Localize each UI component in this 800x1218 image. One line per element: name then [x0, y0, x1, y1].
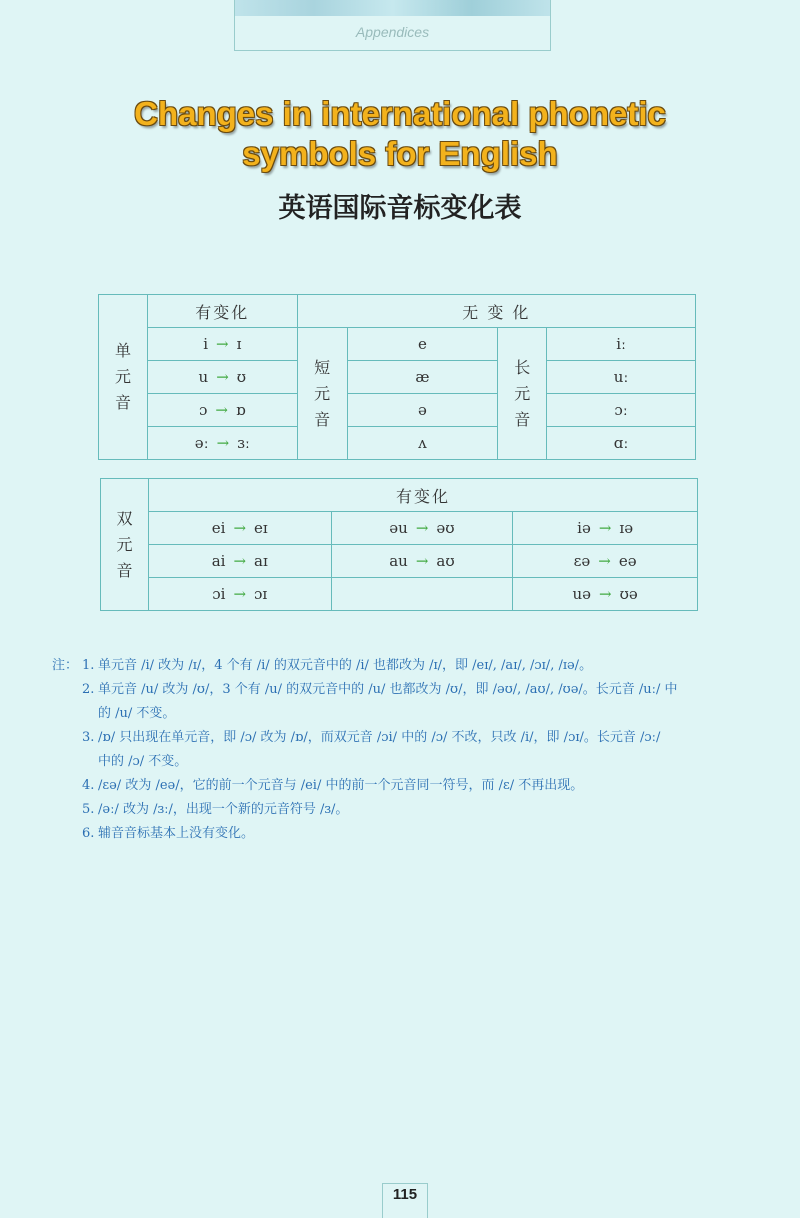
changed-cell: ɔ → ɒ — [147, 394, 297, 427]
notes — [52, 654, 772, 846]
header-wave-image — [235, 0, 550, 16]
note-item: 4. /ɛə/ 改为 /eə/，它的前一个元音与 /ei/ 中的前一个元音同一符号，而 /ɛ/ 不再出现。 — [82, 778, 584, 793]
page-title-english — [0, 94, 800, 174]
page-title-chinese: 英语国际音标变化表 — [278, 193, 522, 224]
long-vowel-cell: iː — [547, 328, 696, 361]
short-vowel-cell: æ — [347, 361, 498, 394]
note-continuation: 中的 /ɔ/ 不变。 — [98, 754, 188, 769]
diphthong-cell: ai → aɪ — [148, 545, 331, 578]
header-strip — [234, 0, 551, 51]
long-vowel-cell: uː — [547, 361, 696, 394]
diphthong-side-label: 双 元 音 — [101, 479, 149, 611]
diphthong-cell: au → aʊ — [331, 545, 513, 578]
note-continuation: 的 /u/ 不变。 — [98, 706, 176, 721]
changed-cell: u → ʊ — [147, 361, 297, 394]
section-label: Appendices — [355, 24, 430, 40]
diphthong-cell: iə → ɪə — [513, 512, 698, 545]
long-vowel-label: 长 元 音 — [498, 328, 547, 460]
diphthong-header: 有变化 — [148, 479, 697, 512]
note-item: 5. /əː/ 改为 /ɜː/，出现一个新的元音符号 /ɜ/。 — [82, 802, 349, 817]
changed-cell: i → ɪ — [147, 328, 297, 361]
note-item: 注： 1. 单元音 /i/ 改为 /ɪ/，4 个有 /i/ 的双元音中的 /i/ 也都改为 /ɪ/，即 /eɪ/, /aɪ/, /ɔɪ/, /ɪə/。 — [52, 654, 772, 678]
note-item: 6. 辅音音标基本上没有变化。 — [82, 826, 255, 841]
diphthong-cell: uə → ʊə — [513, 578, 698, 611]
note-item: 2. 单元音 /u/ 改为 /ʊ/，3 个有 /u/ 的双元音中的 /u/ 也都改为 /ʊ/，即 /əʊ/, /aʊ/, /ʊə/。长元音 /uː/ 中 — [82, 682, 678, 697]
short-vowel-label: 短 元 音 — [297, 328, 347, 460]
notes-lead: 注： — [52, 658, 79, 673]
diphthong-cell: əu → əʊ — [331, 512, 513, 545]
diphthong-cell: ei → eɪ — [148, 512, 331, 545]
page-number: 115 — [382, 1183, 428, 1218]
monophthong-table — [98, 294, 696, 460]
short-vowel-cell: e — [347, 328, 498, 361]
changed-header: 有变化 — [147, 295, 297, 328]
long-vowel-cell: ɔː — [547, 394, 696, 427]
short-vowel-cell: ə — [347, 394, 498, 427]
title-line-2: symbols for English — [242, 135, 558, 172]
title-line-1: Changes in international phonetic — [134, 95, 666, 132]
diphthong-cell: ɛə → eə — [513, 545, 698, 578]
changed-cell: əː → ɜː — [147, 427, 297, 460]
diphthong-empty-cell — [331, 578, 513, 611]
diphthong-cell: ɔi → ɔɪ — [148, 578, 331, 611]
unchanged-header: 无 变 化 — [297, 295, 695, 328]
short-vowel-cell: ʌ — [347, 427, 498, 460]
long-vowel-cell: ɑː — [547, 427, 696, 460]
monophthong-side-label: 单 元 音 — [99, 295, 148, 460]
note-item: 3. /ɒ/ 只出现在单元音，即 /ɔ/ 改为 /ɒ/，而双元音 /ɔi/ 中的 /ɔ/ 不改，只改 /i/，即 /ɔɪ/。长元音 /ɔː/ — [82, 730, 661, 745]
diphthong-table — [100, 478, 698, 611]
